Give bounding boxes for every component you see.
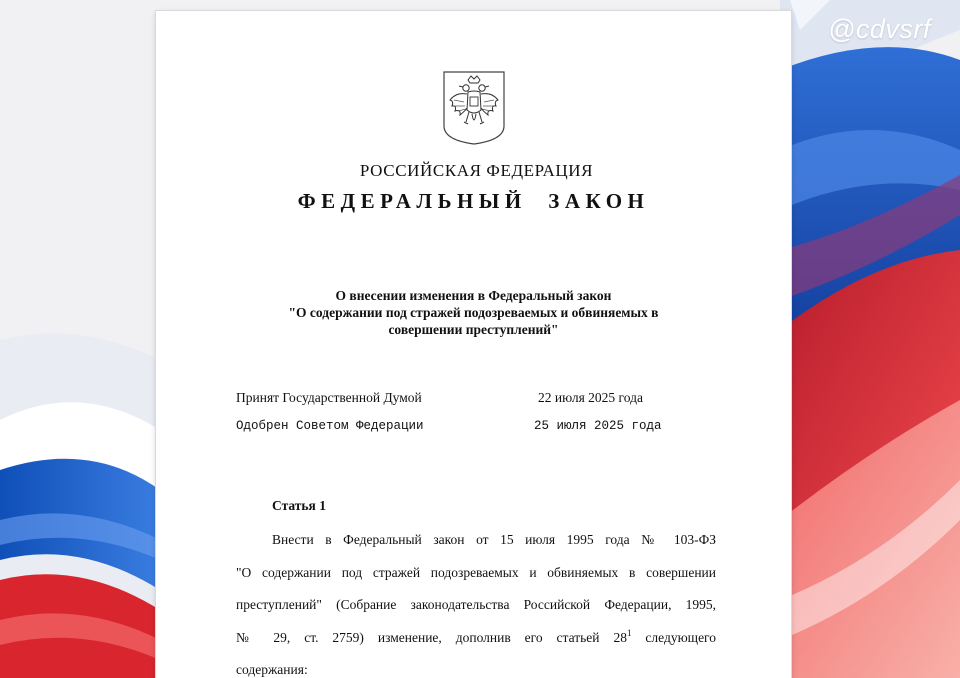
article-title: Статья 1 [272,498,326,513]
coat-of-arms-icon [442,70,506,146]
body-line: преступлений" (Собрание законодательства Российской Федерации, 1995, [236,597,716,612]
council-approval-label: Одобрен Советом Федерации [236,419,424,433]
council-approval-row [236,419,716,433]
country-heading: РОССИЙСКАЯ ФЕДЕРАЦИЯ [359,161,594,180]
duma-adoption-date: 22 июля 2025 года [538,390,643,405]
body-line-with-superscript [236,622,716,655]
document-page [156,11,791,678]
subject-line: "О содержании под стражей подозреваемых и обвиняемых в [288,305,659,320]
body-line-main: № 29, ст. 2759) изменение, дополнив его статьей 28 [236,629,627,645]
body-line: "О содержании под стражей подозреваемых и обвиняемых в совершении [236,564,716,580]
article-body [236,524,716,678]
subject-line: совершении преступлений" [388,322,559,337]
body-line-tail: следующего [645,629,717,645]
article-number-superscript: 1 [626,627,632,638]
subject-line: О внесении изменения в Федеральный закон [335,288,612,303]
council-approval-date: 25 июля 2025 года [534,419,662,433]
body-line: Внести в Федеральный закон от 15 июля 1995 года № 103-ФЗ [272,532,716,547]
document-type-heading: ФЕДЕРАЛЬНЫЙ ЗАКОН [297,189,650,213]
watermark-handle: @cdvsrf [828,14,931,44]
duma-adoption-label: Принят Государственной Думой [236,390,422,405]
body-line: содержания: [236,662,308,677]
law-subject [206,287,741,338]
duma-adoption-row [236,390,716,406]
